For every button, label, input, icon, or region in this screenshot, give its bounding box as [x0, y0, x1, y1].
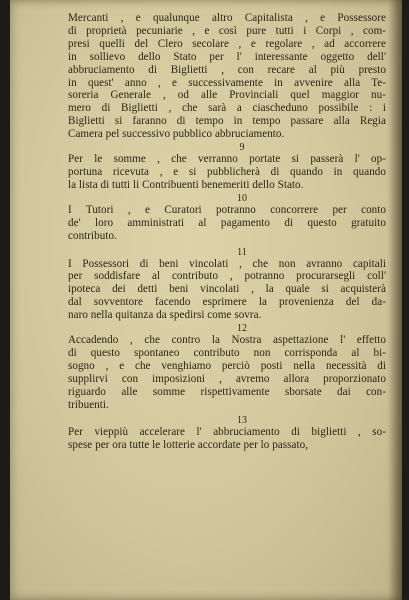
text-line: sogno , e che venghiamo perciò posti nella necessità di: [68, 359, 386, 372]
text-line: abbruciamento di Biglietti , con recare al più presto: [68, 63, 386, 76]
text-line: Biglietti si faranno di tempo in tempo passare alla Regia: [68, 115, 386, 128]
text-line: mero di Biglietti , che sarà a ciascheduno possibile : i: [68, 102, 386, 115]
paragraph-10: [68, 193, 386, 243]
spacer: [68, 411, 386, 414]
paragraph-12: [68, 323, 386, 411]
text-line: I Possessori di beni vincolati , che non avranno capitali: [68, 257, 386, 270]
book-page: [10, 0, 402, 600]
paragraph-13: [68, 415, 386, 452]
text-line: Accadendo , che contro la Nostra aspettazione l' effetto: [68, 334, 386, 347]
text-line: supplirvi con imposizioni , avremo allora proporzionato: [68, 372, 386, 385]
article-number: 12: [236, 323, 248, 335]
text-line: di proprietà pecuniarie , e così pure tutti i Corpi , com-: [68, 24, 386, 37]
article-number: 9: [239, 142, 245, 154]
text-line: per soddisfare al contributo , potranno procurarsegli coll': [68, 270, 386, 283]
text-line: in quest' anno , e successivamente in avvenire alla Te-: [68, 76, 386, 89]
text-line: la lista di tutti li Contribuenti benemeriti dello Stato.: [68, 178, 304, 191]
text-line: tribuenti.: [68, 398, 109, 411]
text-line: riguardo alle somme rispettivamente sborsate dai con-: [68, 385, 386, 398]
page-text: [68, 12, 386, 452]
article-number: 10: [236, 192, 248, 204]
paragraph-9: [68, 142, 386, 192]
text-line: portuna ricevuta , e si pubblicherà di quando in quando: [68, 165, 386, 178]
text-line: naro nella quitanza da spedirsi come sovra.: [68, 309, 262, 322]
text-line: contributo.: [68, 229, 117, 242]
text-line: Mercanti , e qualunque altro Capitalista , e Possessore: [68, 12, 386, 24]
text-line: I Tutori , e Curatori potranno concorrere per conto: [68, 203, 386, 216]
text-line: presi quelli del Clero secolare , e regolare , ad accorrere: [68, 37, 386, 50]
article-number: 13: [236, 415, 248, 427]
paragraph-8: [68, 12, 386, 141]
text-line: Per vieppiù accelerare l' abbruciamento di biglietti , so-: [68, 426, 386, 439]
text-line: de' loro amministrati al pagamento di questo gratuito: [68, 216, 386, 229]
text-line: dal sovventore facendo esprimere la provenienza del da-: [68, 296, 386, 309]
text-line: in sollievo dello Stato per l' interessante oggetto dell': [68, 50, 386, 63]
text-line: Camera pel successivo pubblico abbruciamento.: [68, 128, 285, 141]
text-line: di questo spontaneo contributo non corrisponda al bi-: [68, 346, 386, 359]
text-line: Per le somme , che verranno portate si passerà l' op-: [68, 153, 386, 166]
text-line: soreria Generale , od alle Provinciali quel maggior nu-: [68, 89, 386, 102]
text-line: spese per ora tutte le lotterie accordate per lo passato,: [68, 439, 309, 452]
paragraph-11: [68, 247, 386, 323]
text-line: ipoteca dei detti beni vincolati , la quale si acquisterà: [68, 283, 386, 296]
spacer: [68, 243, 386, 246]
article-number: 11: [237, 246, 247, 258]
